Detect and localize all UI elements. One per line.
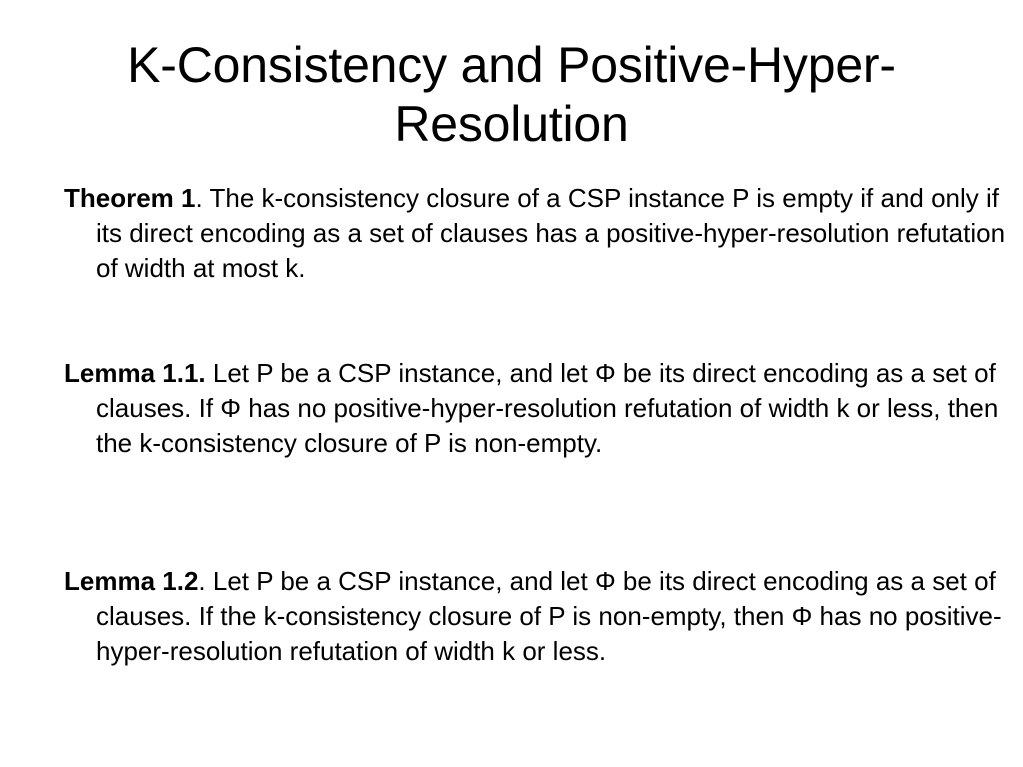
theorem-1 bbox=[64, 181, 1016, 286]
slide-title: K-Consistency and Positive-Hyper-Resolution bbox=[127, 37, 896, 152]
theorem-1-text: The k-consistency closure of a CSP instance P is empty if and only if its direct encoding as a set of clauses has a positive-hyper-resolution refutation of width at most k. bbox=[96, 183, 1006, 283]
lemma-1-2-text: Let P be a CSP instance, and let Φ be its direct encoding as a set of clauses. If the k-consistency closure of P is non-empty, then Φ has no positive-hyper-resolution refutation of width k or less. bbox=[96, 566, 1002, 666]
theorem-1-label: Theorem 1 bbox=[64, 183, 196, 213]
lemma-1-2-label: Lemma 1.2 bbox=[64, 566, 199, 596]
lemma-1-1 bbox=[64, 356, 1016, 461]
lemma-1-2-separator: . bbox=[198, 566, 206, 596]
lemma-1-2 bbox=[64, 564, 1016, 669]
lemma-1-1-text: Let P be a CSP instance, and let Φ be its direct encoding as a set of clauses. If Φ has no positive-hyper-resolution refutation of width k or less, then the k-consistency closure of P is non-empty. bbox=[96, 358, 999, 458]
lemma-1-1-label: Lemma 1.1. bbox=[64, 358, 206, 388]
theorem-1-separator: . bbox=[195, 183, 203, 213]
